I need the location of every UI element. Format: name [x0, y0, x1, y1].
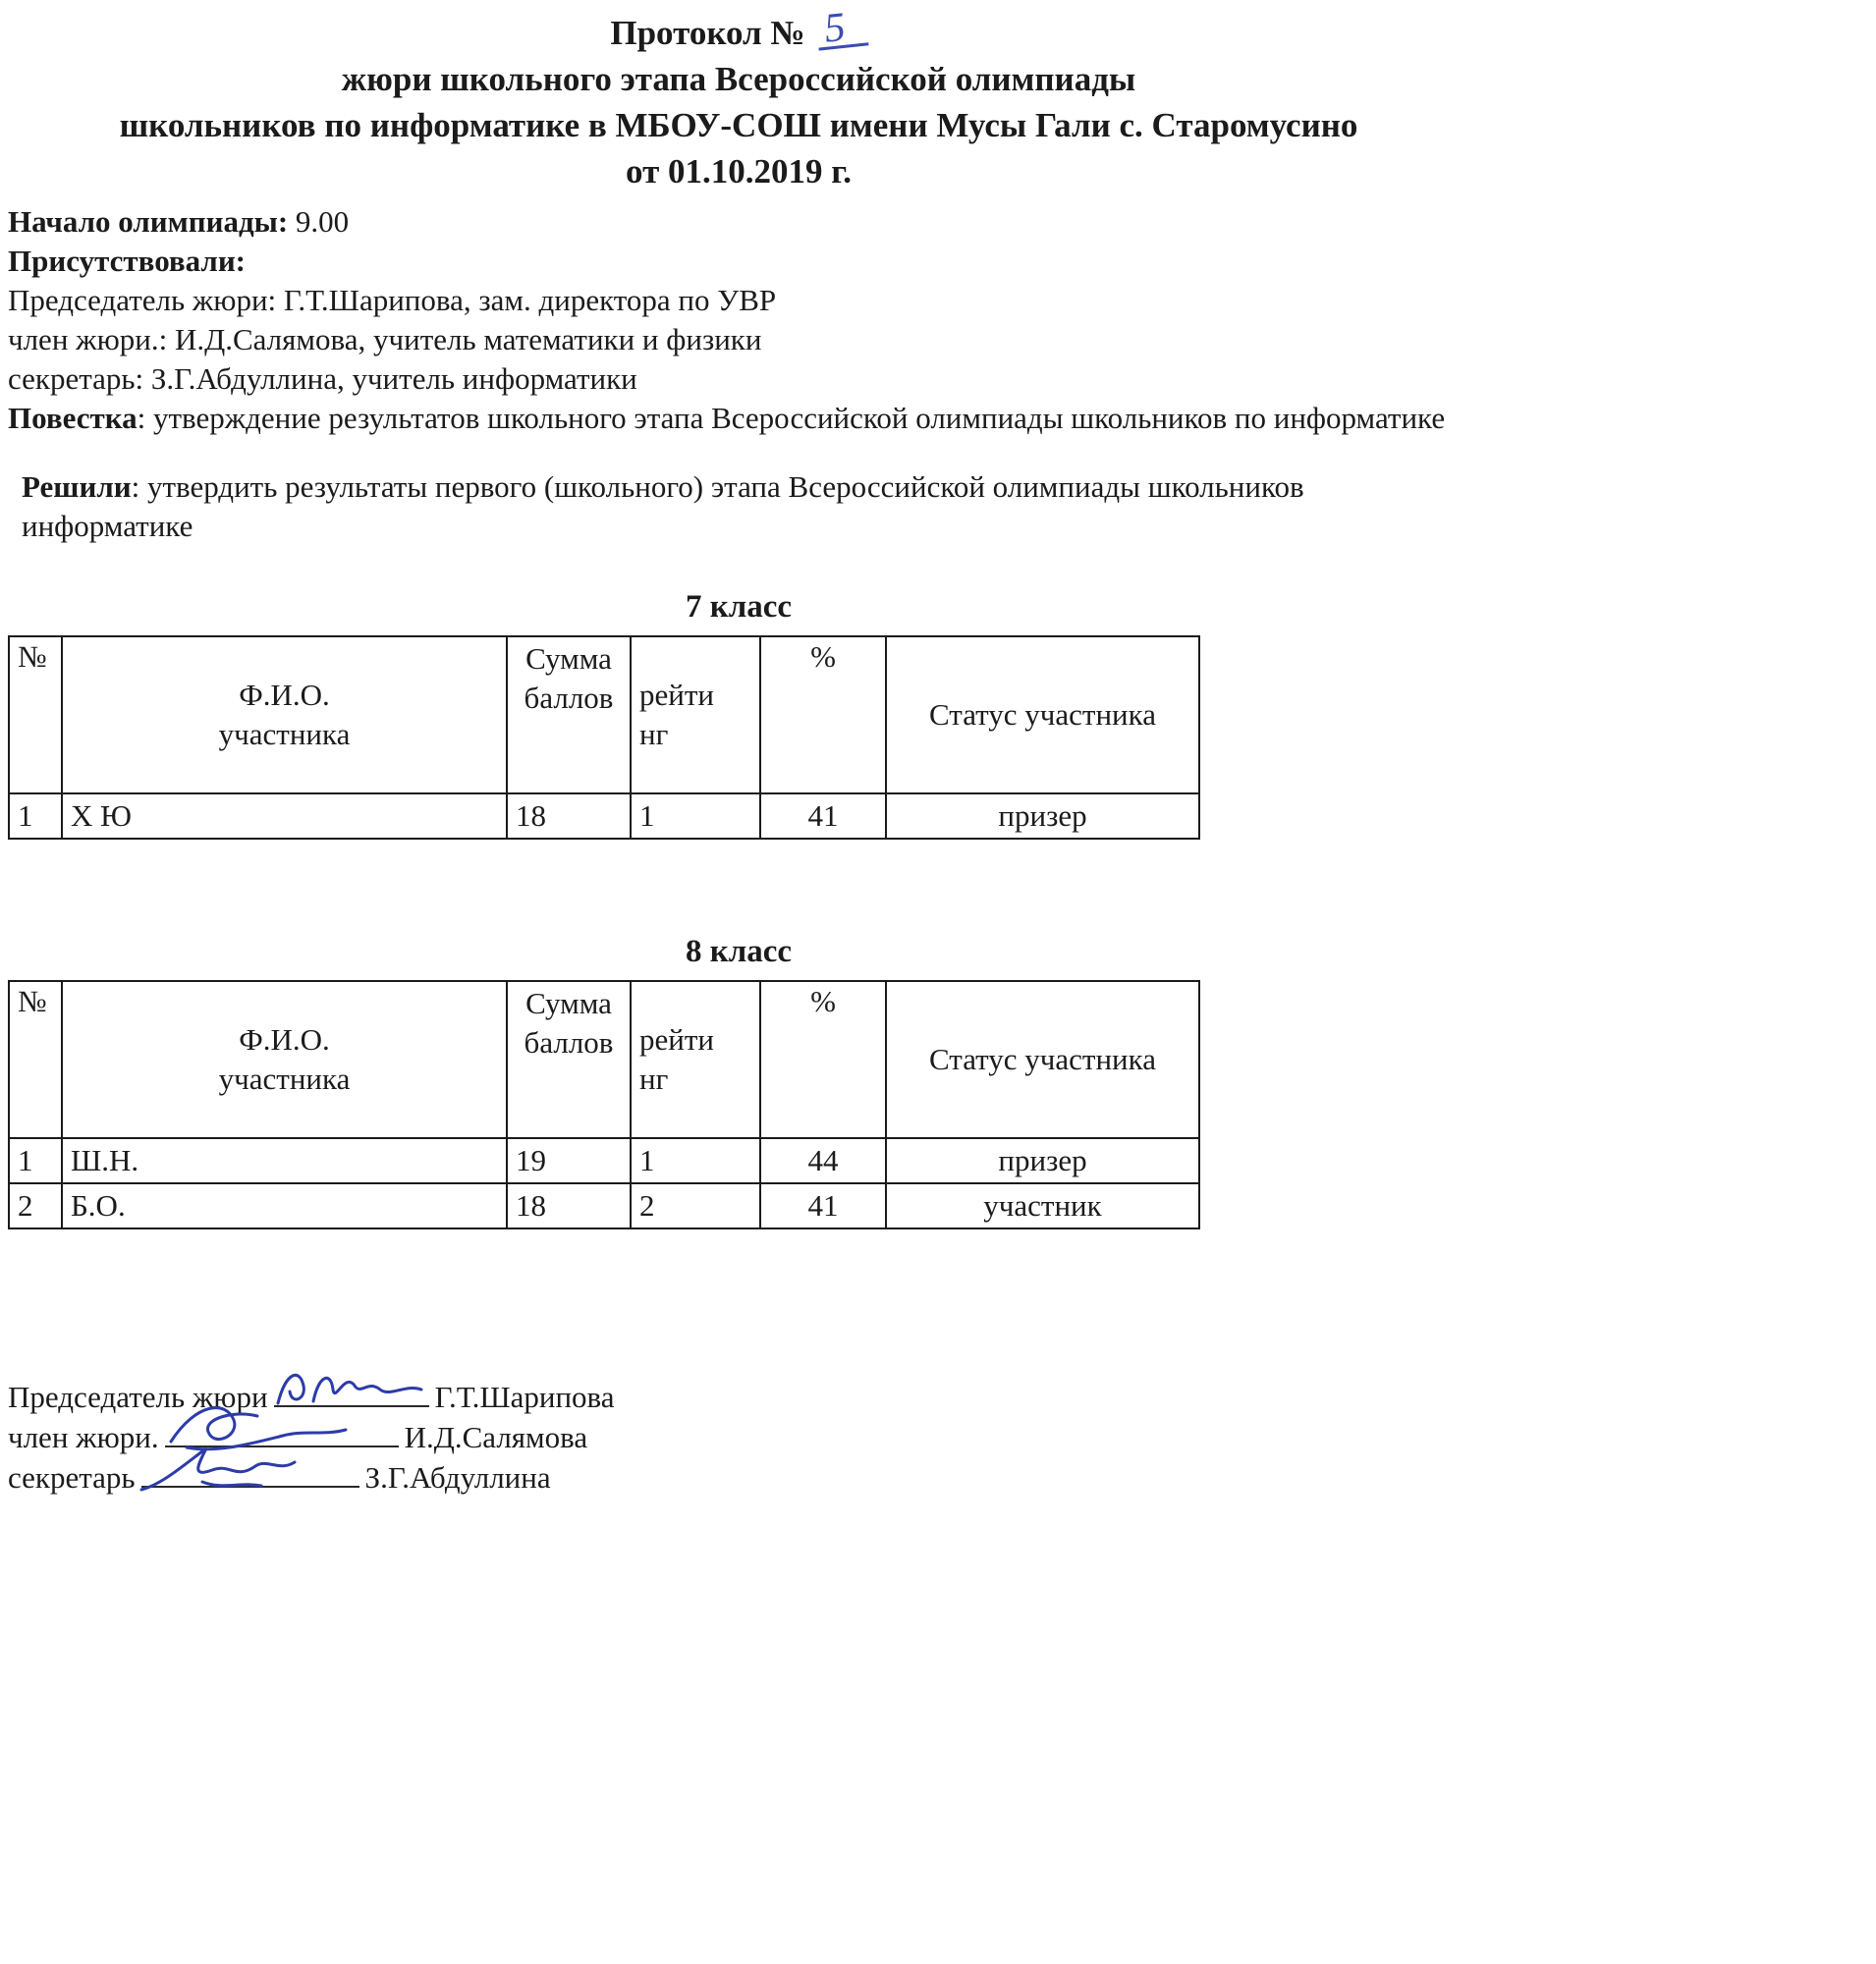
cell-status: призер: [886, 1138, 1199, 1183]
col-header-sum: Сумма баллов: [507, 981, 631, 1138]
results-table-grade8: [8, 980, 1200, 1229]
col-header-number: №: [9, 636, 62, 793]
secretary-line: секретарь: З.Г.Абдуллина, учитель информатики: [8, 361, 637, 396]
col-header-percent: %: [760, 636, 886, 793]
cell-name: Ш.Н.: [62, 1138, 507, 1183]
member-line: член жюри.: И.Д.Салямова, учитель математики и физики: [8, 322, 762, 356]
col-header-percent: %: [760, 981, 886, 1138]
agenda-paragraph: [8, 399, 1469, 438]
cell-sum: 19: [507, 1138, 631, 1183]
col-header-sum: Сумма баллов: [507, 636, 631, 793]
cell-number: 2: [9, 1183, 62, 1228]
protocol-title-line: [8, 4, 1469, 56]
signature-secretary-line: [141, 1478, 359, 1488]
decision-paragraph: [8, 467, 1469, 546]
table-header-row: [9, 981, 1199, 1138]
date-line: от 01.10.2019 г.: [626, 152, 852, 191]
start-time-value: 9.00: [288, 204, 350, 239]
cell-status: призер: [886, 793, 1199, 839]
signature-secretary-label: секретарь: [8, 1460, 136, 1495]
cell-rating: 1: [631, 1138, 760, 1183]
start-time-label: Начало олимпиады:: [8, 204, 289, 239]
table-8-title: 8 класс: [685, 934, 793, 969]
cell-rating: 2: [631, 1183, 760, 1228]
signature-member-label: член жюри.: [8, 1420, 159, 1454]
table-row: [9, 793, 1199, 839]
col-header-name-line1: Ф.И.О.: [239, 678, 330, 712]
cell-number: 1: [9, 793, 62, 839]
signature-member-name: И.Д.Салямова: [404, 1420, 588, 1454]
cell-percent: 41: [760, 793, 886, 839]
secretary-signature-icon: [134, 1437, 340, 1496]
chairman-line: Председатель жюри: Г.Т.Шарипова, зам. директора по УВР: [8, 283, 777, 317]
signature-chairman-label: Председатель жюри: [8, 1380, 268, 1414]
cell-name: Х Ю: [62, 793, 507, 839]
col-header-status: Статус участника: [886, 981, 1199, 1138]
col-header-rating: рейтинг: [631, 636, 760, 793]
protocol-number-handwritten: 5: [814, 7, 868, 50]
attendees-label: Присутствовали:: [8, 244, 247, 278]
col-header-number: №: [9, 981, 62, 1138]
col-header-rating: рейтинг: [631, 981, 760, 1138]
protocol-title-text: Протокол №: [610, 14, 805, 52]
cell-rating: 1: [631, 793, 760, 839]
col-header-name-line1: Ф.И.О.: [239, 1022, 330, 1057]
table-7-title: 7 класс: [685, 589, 793, 625]
cell-sum: 18: [507, 793, 631, 839]
col-header-name: [62, 636, 507, 793]
results-table-grade7: [8, 635, 1200, 840]
cell-percent: 44: [760, 1138, 886, 1183]
col-header-status: Статус участника: [886, 636, 1199, 793]
agenda-text: : утверждение результатов школьного этапа Всероссийской олимпиады школьников по информатике: [137, 401, 1446, 435]
cell-number: 1: [9, 1138, 62, 1183]
cell-percent: 41: [760, 1183, 886, 1228]
col-header-name-line2: участника: [218, 717, 351, 751]
signature-row-secretary: [8, 1457, 1469, 1498]
cell-name: Б.О.: [62, 1183, 507, 1228]
signature-chairman-name: Г.Т.Шарипова: [434, 1380, 615, 1414]
table-header-row: [9, 636, 1199, 793]
signatures-block: [8, 1377, 1469, 1498]
decision-label: Решили: [22, 469, 132, 504]
cell-sum: 18: [507, 1183, 631, 1228]
signature-secretary-name: З.Г.Абдуллина: [364, 1460, 551, 1495]
jury-title-line: жюри школьного этапа Всероссийской олимпиады: [341, 60, 1136, 98]
cell-status: участник: [886, 1183, 1199, 1228]
table-row: [9, 1183, 1199, 1228]
title-block: [8, 4, 1469, 194]
table-row: [9, 1138, 1199, 1183]
intro-block: [8, 202, 1469, 546]
school-title-line: школьников по информатике в МБОУ-СОШ имени Мусы Гали с. Старомусино: [119, 106, 1358, 144]
start-time-line: [8, 202, 1469, 242]
col-header-name-line2: участника: [218, 1062, 351, 1096]
decision-text: : утвердить результаты первого (школьного) этапа Всероссийской олимпиады школьников информатике: [22, 469, 1304, 543]
agenda-label: Повестка: [8, 401, 138, 435]
col-header-name: [62, 981, 507, 1138]
